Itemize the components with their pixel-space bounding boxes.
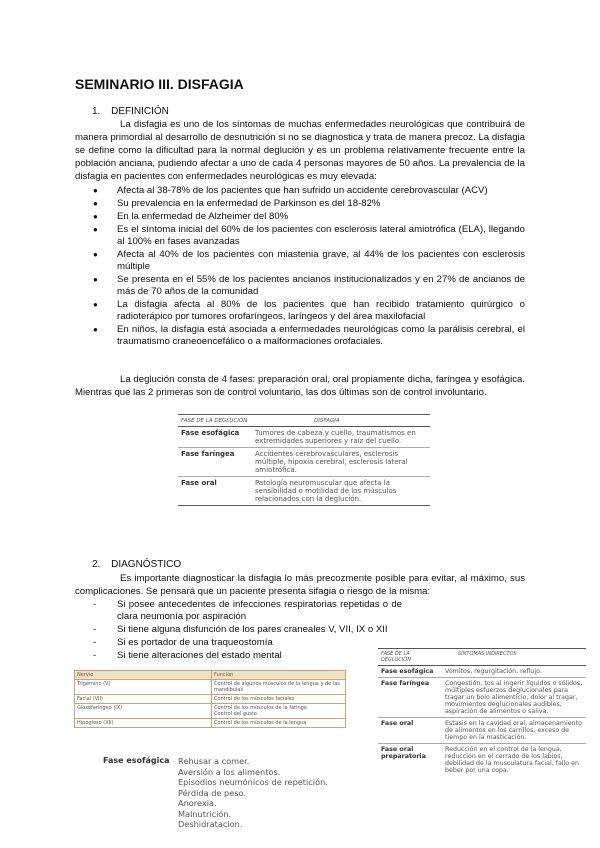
list-item: Anorexia. (178, 798, 217, 808)
list-item (92, 198, 525, 210)
list-item: Malnutrición. (178, 808, 232, 819)
deglution-phases-paragraph: La deglución consta de 4 fases: preparación oral, oral propiamente dicha, faríngea y esofágica. Mientras que las 2 primeras son de control voluntario, las dos últimas son de control involuntario. (75, 374, 525, 398)
list-item-text: Su prevalencia en la enfermedad de Parkinson es del 18-82% (117, 198, 381, 209)
list-item (92, 324, 525, 348)
list-item: Aversión a los alimentos. (178, 766, 281, 777)
list-item: Rehusar a comer. (178, 756, 250, 766)
table-cell-nerve: Facial (VII) (75, 695, 212, 704)
table-cell-disfagia: Tumores de cabeza y cuello, traumatismos en extremidades superiores y raíz del cuello. (255, 429, 416, 445)
table-cell-disfagia: Accidentes cerebrovasculares, esclerosis múltiple, hipoxia cerebral, esclerosis lateral amiotrófica. (255, 450, 408, 474)
list-item-text: En la enfermedad de Alzheimer del 80% (117, 211, 289, 222)
bullet-marker: ● (93, 199, 98, 208)
esophageal-symptom-list (178, 756, 328, 830)
bullet-marker: ● (93, 275, 98, 284)
bullet-marker: ● (93, 212, 98, 221)
table-cell-phase: Fase oral (181, 479, 217, 487)
bullet-marker: ● (93, 325, 98, 334)
indirect-symptoms-table (378, 648, 586, 776)
list-item-text: Se presenta en el 55% de los pacientes ancianos institucionalizados y en 27% de ancianos de más de 70 años de la comunidad (117, 274, 525, 297)
risk-criteria-list (92, 599, 402, 663)
section-title: DIAGNÓSTICO (111, 559, 182, 570)
cranial-nerve-table (74, 670, 346, 728)
bullet-marker: ● (93, 225, 98, 234)
table-header-symptoms: SÍNTOMAS INDIRECTOS (458, 651, 517, 657)
section-heading-diagnostico (92, 559, 181, 570)
table-cell-symptoms: Reducción en el control de la lengua, reducción en el cerrado de los labios, debilidad de la musculatura facial, fallo en beber por una copa. (445, 746, 580, 774)
table-cell-phase: Fase oral (381, 720, 414, 727)
list-item-text: En niños, la disfagia está asociada a enfermedades neurológicas como la parálisis cerebral, el traumatismo craneoencefálico o a malformaciones orofaciales. (117, 324, 525, 347)
dysphagia-phase-table (178, 414, 430, 506)
list-item-text: Afecta al 40% de los pacientes con miastenia grave, al 44% de los pacientes con esclerosis múltiple (117, 249, 525, 272)
page-title: SEMINARIO III. DISFAGIA (75, 76, 244, 92)
list-item-text: Si tiene alteraciones del estado mental (117, 650, 282, 661)
table-cell-disfagia: Patología neuromuscular que afecta la sensibilidad o motilidad de los músculos relacionados con la deglución. (255, 479, 397, 503)
dash-marker: - (93, 637, 97, 648)
table-cell-symptoms: Vómitos, regurgitación, reflujo. (445, 668, 542, 675)
table-cell-phase: Fase oral preparatoria (381, 746, 426, 760)
table-cell-function: Control de los músculos de la lengua (212, 719, 346, 728)
list-item: Pérdida de peso. (178, 787, 246, 798)
esophageal-phase-label: Fase esofágica (103, 756, 170, 765)
list-item (92, 624, 402, 636)
list-item (92, 224, 525, 248)
dash-marker: - (93, 624, 97, 635)
table-header-phase: FASE DE LA DEGLUCIÓN (381, 651, 411, 663)
list-item (92, 211, 525, 223)
section-number: 2. (92, 559, 101, 570)
table-cell-nerve: Glosofaríngeo (IX) (75, 704, 212, 719)
table-header-function: Función (212, 671, 346, 680)
bullet-marker: ● (93, 186, 98, 195)
list-item-text: Es el síntoma inicial del 60% de los pacientes con esclerosis lateral amiotrófica (ELA), llegando al 100% en fases avanzadas (117, 224, 525, 247)
table-cell-nerve: Trigémino (V) (75, 680, 212, 695)
dash-marker: - (93, 650, 97, 661)
table-cell-nerve: Hipogloso (XII) (75, 719, 212, 728)
list-item (92, 599, 402, 623)
section-title: DEFINICIÓN (111, 106, 169, 117)
list-item-text: Si posee antecedentes de infecciones respiratorias repetidas o de clara neumonía por aspiración (117, 599, 402, 622)
bullet-marker: ● (93, 250, 98, 259)
bullet-marker: ● (93, 300, 98, 309)
diagnosis-paragraph: Es importante diagnosticar la disfagia lo más precozmente posible para evitar, al máximo, sus complicaciones. Se pensará que un paciente presenta sifagia o riesgo de la misma: (75, 573, 525, 597)
table-cell-symptoms: Congestión, tos al ingerir líquidos o sólidos, múltiples esfuerzos deglucionales para tragar un bolo alimenticio, dolor al tragar, movimientos deglucionales audibles, aspiración de alimentos o saliva. (445, 680, 583, 715)
list-item (92, 650, 402, 662)
table-cell-function: Control de los músculos faciales (212, 695, 346, 704)
table-cell-symptoms: Estasis en la cavidad oral, almacenamiento de alimentos en los carrillos, exceso de tiempo en la masticación. (445, 720, 582, 741)
list-item-text: La disfagia afecta al 80% de los pacientes que han recibido tratamiento quirúrgico o radioterápico por tumores orofaríngeos, laríngeos y del área maxilofacial (117, 299, 525, 322)
list-item (92, 274, 525, 298)
table-cell-function: Control de algunos músculos de la lengua y de las mandíbulas (212, 680, 346, 695)
list-item (92, 185, 525, 197)
list-item: Deshidratacion. (178, 819, 243, 829)
list-item-text: Afecta al 38-78% de los pacientes que han sufrido un accidente cerebrovascular (ACV) (117, 185, 488, 196)
table-header-phase: FASE DE LA DEGLUCIÓN (181, 418, 248, 424)
table-cell-phase: Fase faríngea (381, 680, 430, 687)
table-cell-function: Control de los músculos de la faringe Control del gusto (212, 704, 346, 719)
section-number: 1. (92, 106, 101, 117)
table-cell-phase: Fase esofágica (181, 429, 240, 437)
list-item: Episodios neumónicos de repetición. (178, 777, 328, 787)
list-item (92, 637, 402, 649)
list-item (92, 249, 525, 273)
dash-marker: - (93, 599, 97, 610)
list-item-text: Si es portador de una traqueostomía (117, 637, 273, 648)
definition-paragraph: La disfagia es uno de los síntomas de muchas enfermedades neurológicas que contribuirá de manera primordial al desarrollo de desnutrición si no se diagnostica y trata de manera precoz. La disfagia se define como la dificultad para la normal deglución y es un problema relativamente frecuente entre la población anciana, pudiendo afectar a uno de cada 4 personas mayores de 50 años. La prevalencia de la disfagia en pacientes con enfermedades neurológicas es muy elevada: (75, 119, 525, 182)
prevalence-list (92, 185, 525, 349)
table-cell-phase: Fase esofágica (381, 668, 434, 675)
list-item-text: Si tiene alguna disfunción de los pares craneales V, VII, IX o XII (117, 624, 388, 635)
table-header-disfagia: DISFAGIA (314, 418, 340, 424)
list-item (92, 299, 525, 323)
section-heading-definicion (92, 106, 169, 117)
table-header-nerve: Nervio (75, 671, 212, 680)
table-cell-phase: Fase faríngea (181, 450, 235, 458)
